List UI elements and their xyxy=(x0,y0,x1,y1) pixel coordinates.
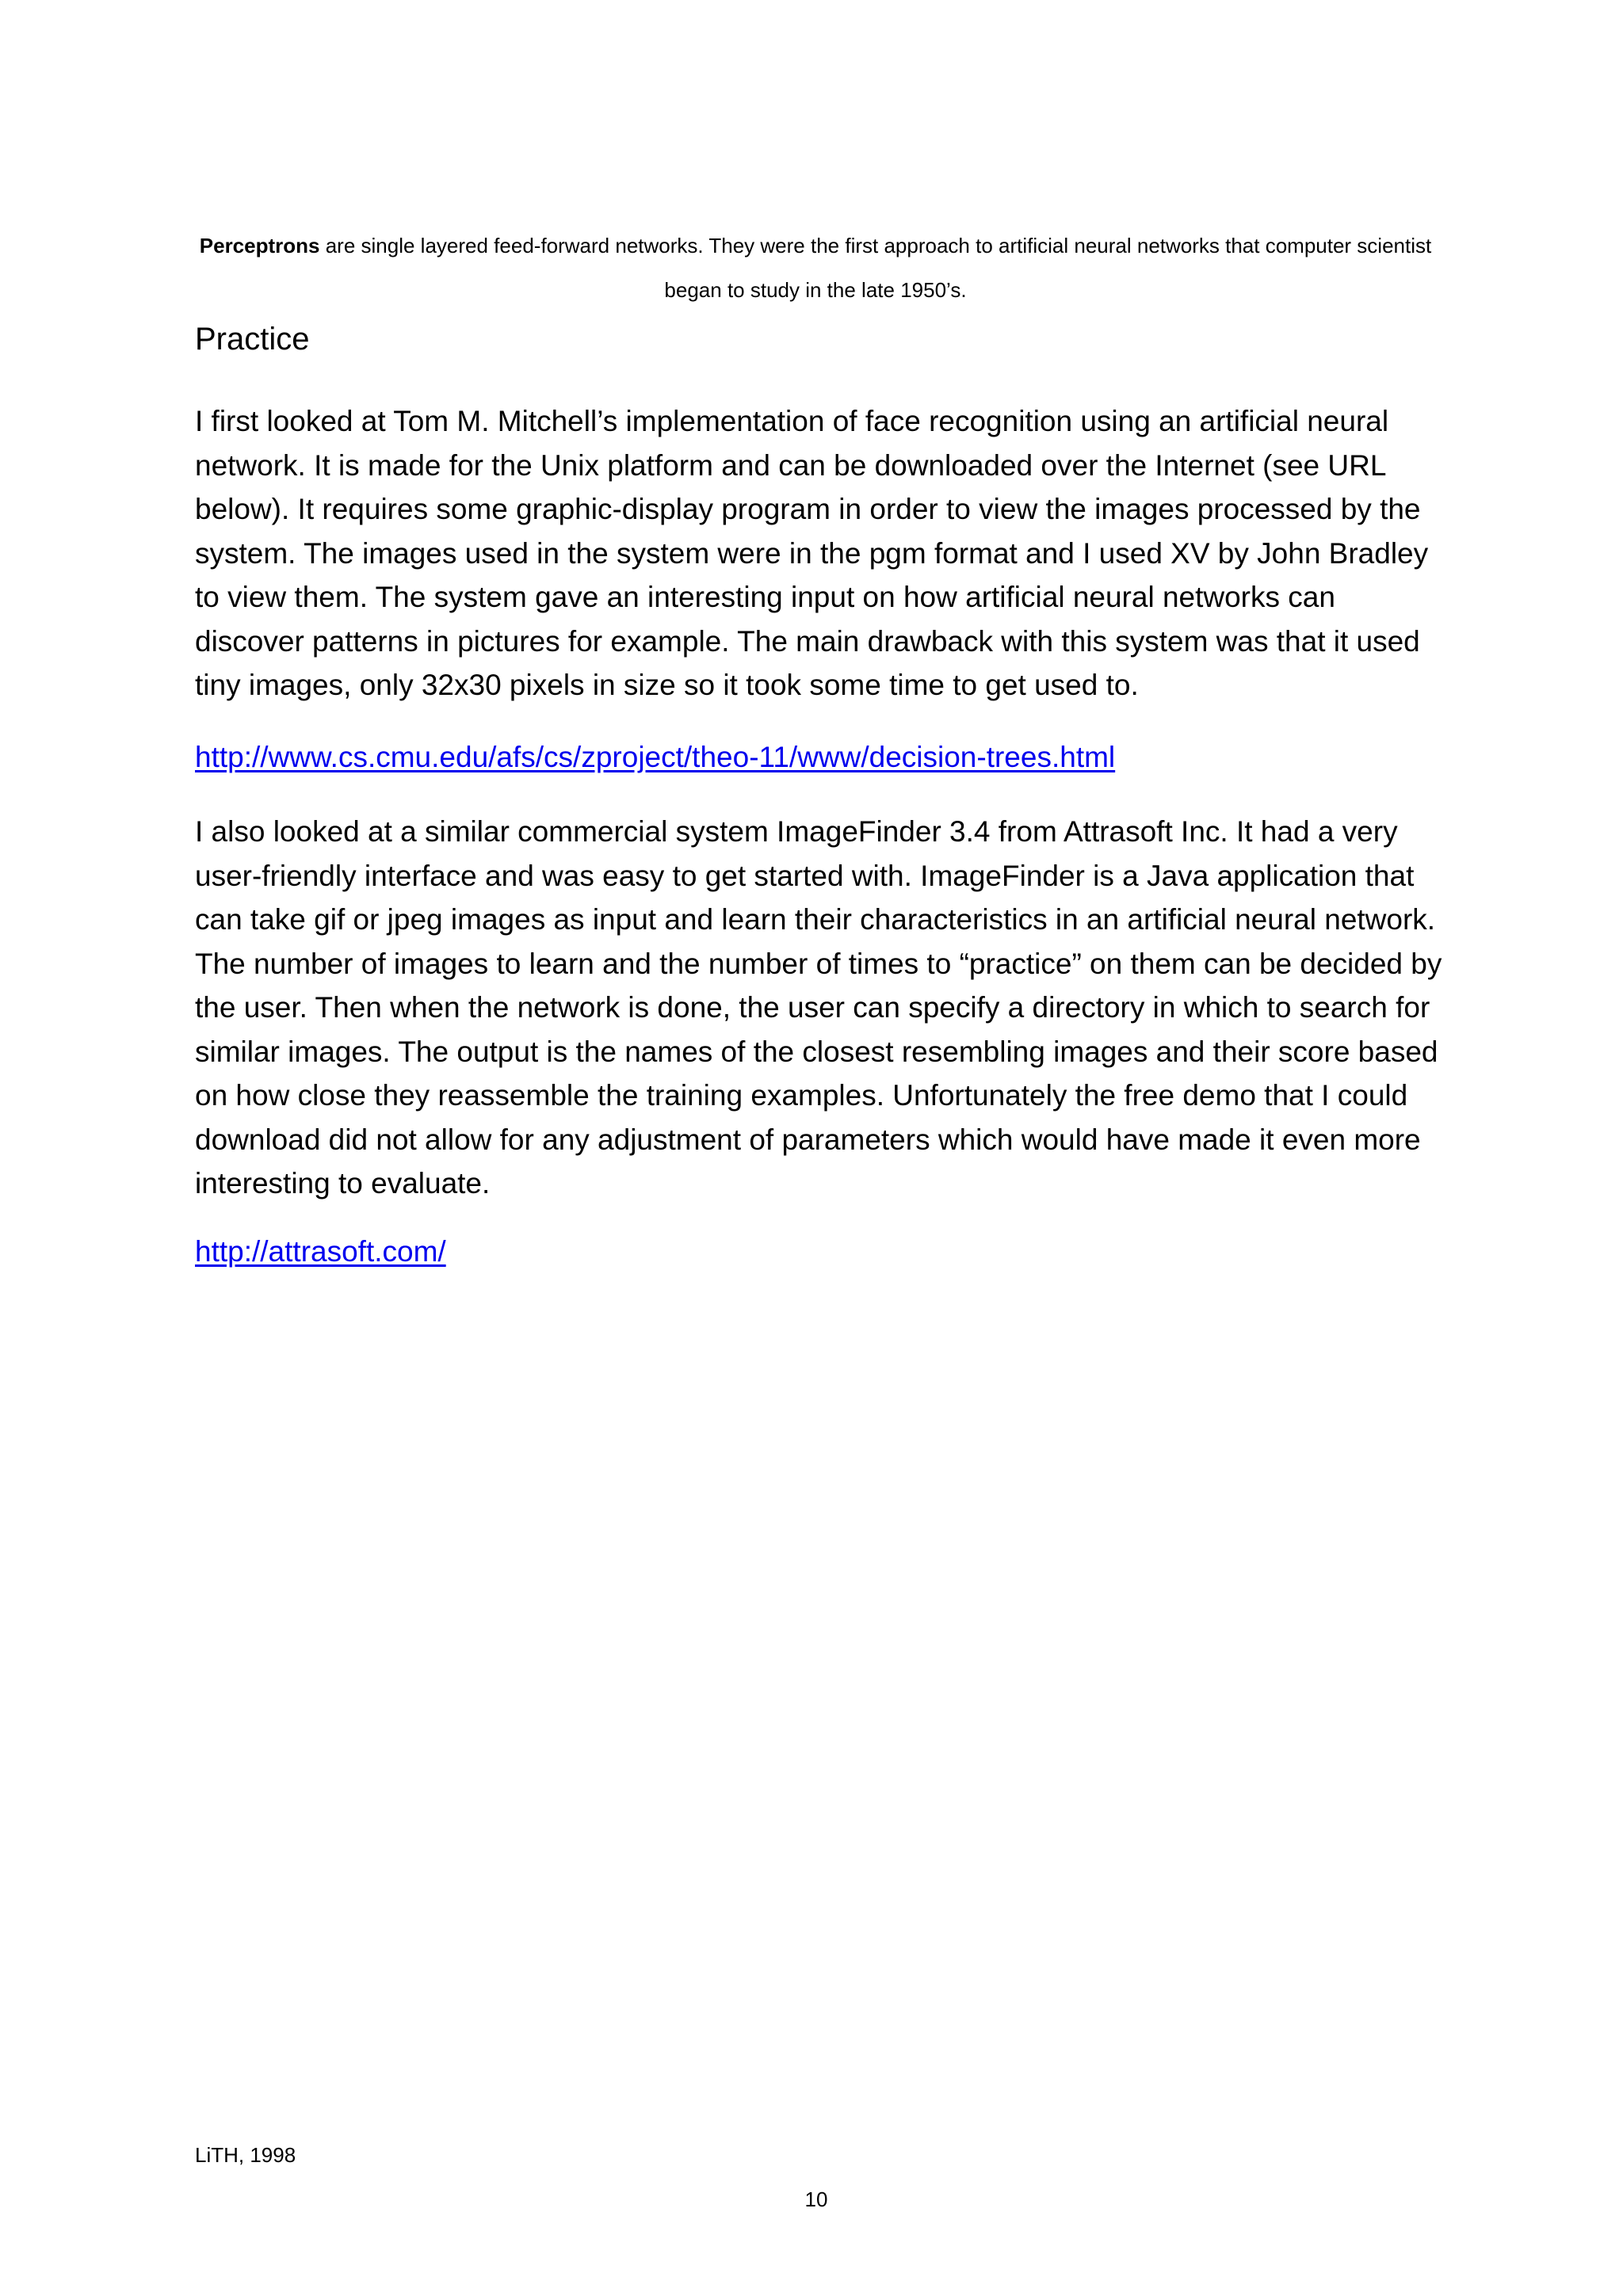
link-cmu-decision-trees[interactable]: http://www.cs.cmu.edu/afs/cs/zproject/theo-11/www/decision-trees.html xyxy=(195,741,1116,773)
footer-institution: LiTH, 1998 xyxy=(195,2143,296,2167)
perceptrons-definition-text: are single layered feed-forward networks. They were the first approach to artificial neural networks that computer scientist began to study in the late 1950’s. xyxy=(319,234,1432,302)
perceptrons-definition xyxy=(195,223,1436,312)
perceptrons-term: Perceptrons xyxy=(199,234,320,257)
page-number: 10 xyxy=(804,2187,828,2211)
section-heading-practice: Practice xyxy=(195,322,310,357)
link-attrasoft[interactable]: http://attrasoft.com/ xyxy=(195,1235,446,1268)
paragraph-mitchell: I first looked at Tom M. Mitchell’s implementation of face recognition using an artificial neural network. It is made for the Unix platform and can be downloaded over the Internet (see URL below). It requires some graphic-display program in order to view the images processed by the system. The images used in the system were in the pgm format and I used XV by John Bradley to view them. The system gave an interesting input on how artificial neural networks can discover patterns in pictures for example. The main drawback with this system was that it used tiny images, only 32x30 pixels in size so it took some time to get used to. xyxy=(195,405,1429,701)
paragraph-imagefinder: I also looked at a similar commercial system ImageFinder 3.4 from Attrasoft Inc. It had a very user-friendly interface and was easy to get started with. ImageFinder is a Java application that can take gif or jpeg images as input and learn their characteristics in an artificial neural network. The number of images to learn and the number of times to “practice” on them can be decided by the user. Then when the network is done, the user can specify a directory in which to search for similar images. The output is the names of the closest resembling images and their score based on how close they reassemble the training examples. Unfortunately the free demo that I could download did not allow for any adjustment of parameters which would have made it even more interesting to evaluate. xyxy=(195,815,1442,1199)
